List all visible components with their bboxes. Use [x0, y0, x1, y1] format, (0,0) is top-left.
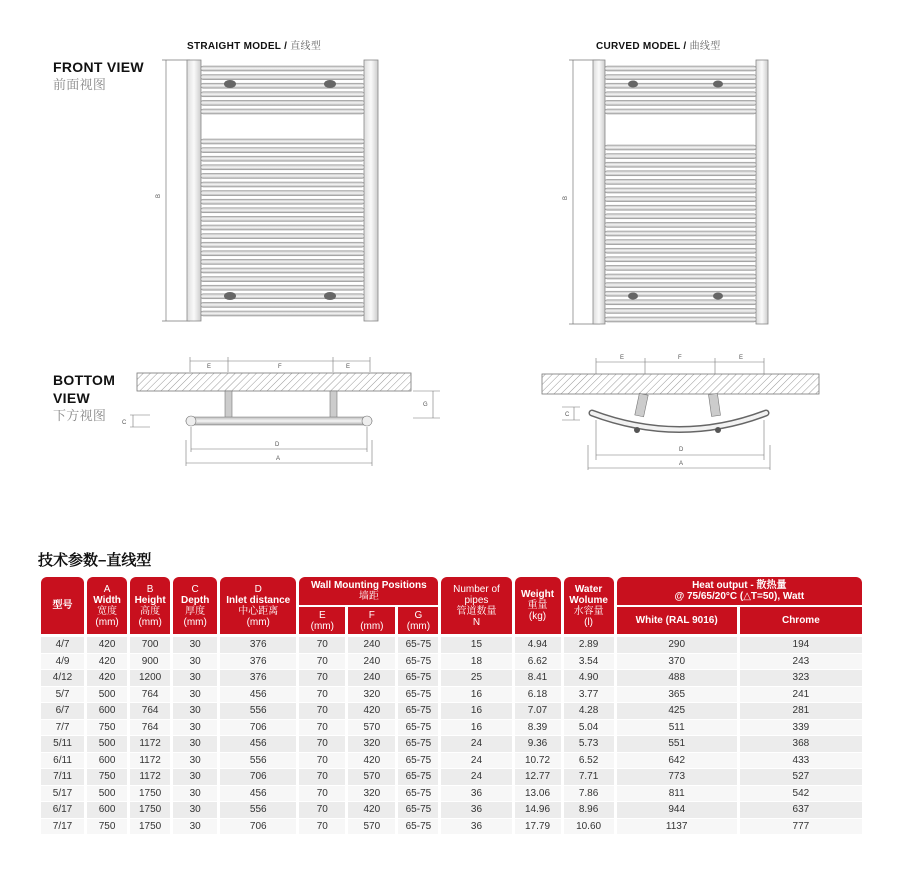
radiator-bar [201, 302, 364, 307]
table-cell: 376 [220, 654, 296, 671]
table-cell: 70 [299, 802, 345, 819]
table-cell: 4/9 [41, 654, 84, 671]
radiator-bar [201, 139, 364, 144]
table-row [41, 703, 862, 720]
radiator-bar [605, 308, 756, 313]
radiator-bar [605, 205, 756, 210]
dim-e-left-straight: E [207, 364, 212, 370]
table-cell: 4.28 [564, 703, 614, 720]
radiator-bar [201, 277, 364, 282]
table-cell: 65-75 [398, 703, 438, 720]
table-cell: 642 [617, 753, 737, 770]
table-cell: 5/7 [41, 687, 84, 704]
table-cell: 7.71 [564, 769, 614, 786]
table-cell: 243 [740, 654, 862, 671]
dim-b-label-curved: B [563, 195, 569, 200]
table-cell: 750 [87, 769, 127, 786]
table-cell: 420 [348, 703, 395, 720]
table-cell: 70 [299, 753, 345, 770]
table-cell: 30 [173, 634, 217, 654]
table-cell: 30 [173, 769, 217, 786]
table-cell: 240 [348, 654, 395, 671]
radiator-bar [201, 259, 364, 264]
radiator-bar [605, 248, 756, 253]
header-weight: Weight 重量 (kg) [515, 577, 561, 634]
table-cell: 556 [220, 802, 296, 819]
radiator-bar [605, 283, 756, 288]
table-cell: 570 [348, 720, 395, 737]
table-row [41, 786, 862, 803]
table-cell: 70 [299, 720, 345, 737]
header-wall-mounting: Wall Mounting Positions 墙距 [299, 577, 438, 605]
dim-e-left-curved: E [620, 355, 625, 361]
table-cell: 323 [740, 670, 862, 687]
header-inlet-distance: D Inlet distance 中心距离 (mm) [220, 577, 296, 634]
table-cell: 70 [299, 769, 345, 786]
radiator-bar [605, 291, 756, 296]
curved-bottom-view [542, 355, 819, 470]
radiator-bar [605, 162, 756, 167]
table-cell: 944 [617, 802, 737, 819]
radiator-bar [605, 274, 756, 279]
table-cell: 1137 [617, 819, 737, 836]
radiator-bar [201, 225, 364, 230]
curved-bars [605, 66, 756, 322]
radiator-bar [201, 199, 364, 204]
table-cell: 600 [87, 703, 127, 720]
table-cell: 500 [87, 786, 127, 803]
table-row [41, 720, 862, 737]
table-cell: 320 [348, 687, 395, 704]
table-cell: 6/7 [41, 703, 84, 720]
table-cell: 637 [740, 802, 862, 819]
dim-c-curved: C [565, 412, 570, 418]
header-model: 型号 [41, 577, 84, 634]
table-cell: 240 [348, 670, 395, 687]
table-cell: 194 [740, 634, 862, 654]
table-cell: 9.36 [515, 736, 561, 753]
table-row [41, 670, 862, 687]
table-cell: 811 [617, 786, 737, 803]
table-cell: 1172 [130, 769, 170, 786]
radiator-bar [605, 100, 756, 105]
table-row [41, 687, 862, 704]
table-cell: 456 [220, 736, 296, 753]
table-cell: 10.60 [564, 819, 614, 836]
radiator-bar [201, 311, 364, 316]
table-cell: 376 [220, 634, 296, 654]
header-width: A Width 宽度 (mm) [87, 577, 127, 634]
table-cell: 30 [173, 703, 217, 720]
table-cell: 8.96 [564, 802, 614, 819]
table-cell: 30 [173, 654, 217, 671]
table-cell: 425 [617, 703, 737, 720]
table-cell: 420 [87, 634, 127, 654]
radiator-bar [605, 92, 756, 97]
table-cell: 420 [348, 802, 395, 819]
table-cell: 281 [740, 703, 862, 720]
table-cell: 13.06 [515, 786, 561, 803]
table-cell: 1200 [130, 670, 170, 687]
table-cell: 7.86 [564, 786, 614, 803]
straight-front-view [156, 60, 378, 321]
table-cell: 420 [87, 670, 127, 687]
curved-front-view [563, 60, 768, 324]
table-cell: 8.39 [515, 720, 561, 737]
table-cell: 30 [173, 802, 217, 819]
table-cell: 4/12 [41, 670, 84, 687]
radiator-bar [201, 242, 364, 247]
table-cell: 25 [441, 670, 511, 687]
header-pipes: Number of pipes 管道数量 N [441, 577, 511, 634]
table-cell: 65-75 [398, 753, 438, 770]
header-chrome: Chrome [740, 605, 862, 634]
table-cell: 706 [220, 769, 296, 786]
table-cell: 773 [617, 769, 737, 786]
table-cell: 527 [740, 769, 862, 786]
table-cell: 30 [173, 736, 217, 753]
table-cell: 65-75 [398, 634, 438, 654]
dim-e-right-curved: E [739, 355, 744, 361]
front-view-label: FRONT VIEW 前面视图 [53, 59, 144, 92]
table-cell: 65-75 [398, 802, 438, 819]
table-cell: 70 [299, 654, 345, 671]
table-cell: 542 [740, 786, 862, 803]
dim-d-straight: D [275, 442, 280, 448]
header-f: F (mm) [348, 605, 395, 634]
table-cell: 420 [348, 753, 395, 770]
dim-e-right-straight: E [346, 364, 351, 370]
table-cell: 65-75 [398, 786, 438, 803]
radiator-bar [201, 268, 364, 273]
radiator-bar [201, 208, 364, 213]
radiator-bar [605, 231, 756, 236]
table-cell: 600 [87, 753, 127, 770]
table-cell: 1172 [130, 736, 170, 753]
table-cell: 900 [130, 654, 170, 671]
radiator-bar [605, 66, 756, 71]
table-cell: 320 [348, 786, 395, 803]
table-cell: 700 [130, 634, 170, 654]
table-cell: 70 [299, 736, 345, 753]
table-cell: 4.90 [564, 670, 614, 687]
table-cell: 5/17 [41, 786, 84, 803]
table-cell: 376 [220, 670, 296, 687]
table-cell: 30 [173, 720, 217, 737]
table-cell: 70 [299, 687, 345, 704]
table-cell: 3.54 [564, 654, 614, 671]
radiator-bar [201, 173, 364, 178]
radiator-bar [605, 83, 756, 88]
dim-a-curved: A [679, 461, 684, 467]
table-cell: 7/7 [41, 720, 84, 737]
bottom-view-label: BOTTOM VIEW 下方视图 [53, 372, 116, 423]
table-cell: 30 [173, 670, 217, 687]
table-cell: 70 [299, 670, 345, 687]
table-cell: 24 [441, 753, 511, 770]
radiator-bar [605, 240, 756, 245]
table-cell: 420 [87, 654, 127, 671]
table-cell: 16 [441, 703, 511, 720]
table-cell: 777 [740, 819, 862, 836]
table-cell: 433 [740, 753, 862, 770]
table-cell: 65-75 [398, 720, 438, 737]
table-cell: 706 [220, 720, 296, 737]
table-cell: 65-75 [398, 670, 438, 687]
radiator-bar [605, 171, 756, 176]
radiator-bar [201, 75, 364, 80]
table-cell: 370 [617, 654, 737, 671]
radiator-bar [201, 182, 364, 187]
table-cell: 65-75 [398, 736, 438, 753]
table-cell: 5/11 [41, 736, 84, 753]
table-cell: 36 [441, 819, 511, 836]
table-cell: 2.89 [564, 634, 614, 654]
table-cell: 570 [348, 769, 395, 786]
table-cell: 600 [87, 802, 127, 819]
table-row [41, 753, 862, 770]
table-cell: 65-75 [398, 654, 438, 671]
curved-model-title: CURVED MODEL / 曲线型 [596, 41, 721, 52]
radiator-bar [201, 285, 364, 290]
table-cell: 14.96 [515, 802, 561, 819]
table-cell: 6.52 [564, 753, 614, 770]
table-cell: 368 [740, 736, 862, 753]
table-cell: 241 [740, 687, 862, 704]
radiator-bar [201, 66, 364, 71]
radiator-bar [605, 197, 756, 202]
table-cell: 70 [299, 819, 345, 836]
radiator-bar [605, 188, 756, 193]
table-cell: 750 [87, 720, 127, 737]
straight-bottom-view [122, 357, 440, 466]
radiator-bar [201, 216, 364, 221]
straight-model-title: STRAIGHT MODEL / 直线型 [187, 41, 322, 52]
radiator-bar [201, 251, 364, 256]
radiator-bar [201, 109, 364, 114]
table-cell: 7.07 [515, 703, 561, 720]
radiator-bar [605, 154, 756, 159]
table-cell: 4.94 [515, 634, 561, 654]
table-cell: 551 [617, 736, 737, 753]
dim-d-curved: D [679, 447, 684, 453]
table-cell: 750 [87, 819, 127, 836]
radiator-bar [605, 145, 756, 150]
table-cell: 6.18 [515, 687, 561, 704]
table-cell: 456 [220, 687, 296, 704]
table-cell: 706 [220, 819, 296, 836]
table-cell: 500 [87, 736, 127, 753]
radiator-bar [201, 92, 364, 97]
table-cell: 16 [441, 720, 511, 737]
table-cell: 764 [130, 703, 170, 720]
table-cell: 3.77 [564, 687, 614, 704]
table-cell: 6/17 [41, 802, 84, 819]
table-cell: 16 [441, 687, 511, 704]
table-title: 技术参数–直线型 [38, 552, 152, 569]
table-row [41, 802, 862, 819]
table-cell: 12.77 [515, 769, 561, 786]
table-cell: 70 [299, 634, 345, 654]
table-cell: 556 [220, 703, 296, 720]
header-height: B Height 高度 (mm) [130, 577, 170, 634]
table-row [41, 769, 862, 786]
table-cell: 764 [130, 687, 170, 704]
table-cell: 17.79 [515, 819, 561, 836]
table-row [41, 654, 862, 671]
dim-c-straight: C [122, 420, 127, 426]
table-cell: 70 [299, 786, 345, 803]
table-cell: 18 [441, 654, 511, 671]
table-cell: 339 [740, 720, 862, 737]
dim-f-curved: F [678, 355, 682, 361]
radiator-bar [605, 222, 756, 227]
table-cell: 30 [173, 753, 217, 770]
table-cell: 36 [441, 802, 511, 819]
table-cell: 1750 [130, 819, 170, 836]
table-cell: 8.41 [515, 670, 561, 687]
table-cell: 556 [220, 753, 296, 770]
radiator-bar [201, 156, 364, 161]
table-cell: 6.62 [515, 654, 561, 671]
straight-bars [201, 66, 364, 316]
header-water-volume: Water Wolume 水容量 (l) [564, 577, 614, 634]
spec-table [38, 577, 865, 835]
table-cell: 24 [441, 736, 511, 753]
table-cell: 65-75 [398, 769, 438, 786]
radiator-bar [605, 317, 756, 322]
table-row [41, 736, 862, 753]
table-cell: 30 [173, 786, 217, 803]
dim-b-label-straight: B [156, 193, 162, 198]
table-cell: 65-75 [398, 819, 438, 836]
table-cell: 1750 [130, 802, 170, 819]
radiator-bar [201, 100, 364, 105]
header-depth: C Depth 厚度 (mm) [173, 577, 217, 634]
table-cell: 15 [441, 634, 511, 654]
table-cell: 570 [348, 819, 395, 836]
header-g: G (mm) [398, 605, 438, 634]
radiator-bar [201, 165, 364, 170]
radiator-bar [605, 257, 756, 262]
table-cell: 7/17 [41, 819, 84, 836]
table-cell: 7/11 [41, 769, 84, 786]
table-cell: 30 [173, 687, 217, 704]
dim-g-straight: G [423, 402, 428, 408]
spec-table-body [41, 634, 862, 835]
radiator-bar [201, 148, 364, 153]
table-cell: 65-75 [398, 687, 438, 704]
header-e: E (mm) [299, 605, 345, 634]
table-cell: 10.72 [515, 753, 561, 770]
table-row [41, 819, 862, 836]
table-cell: 5.04 [564, 720, 614, 737]
table-cell: 290 [617, 634, 737, 654]
header-heat-output: Heat output - 散热量 @ 75/65/20°C (△T=50), Watt [617, 577, 862, 605]
table-cell: 240 [348, 634, 395, 654]
table-cell: 24 [441, 769, 511, 786]
dim-a-straight: A [276, 456, 281, 462]
radiator-bar [201, 191, 364, 196]
radiator-bar [605, 109, 756, 114]
table-cell: 500 [87, 687, 127, 704]
table-cell: 1172 [130, 753, 170, 770]
table-cell: 488 [617, 670, 737, 687]
radiator-bar [605, 265, 756, 270]
table-cell: 4/7 [41, 634, 84, 654]
radiator-bar [605, 75, 756, 80]
header-white: White (RAL 9016) [617, 605, 737, 634]
table-cell: 456 [220, 786, 296, 803]
table-cell: 6/11 [41, 753, 84, 770]
table-cell: 511 [617, 720, 737, 737]
radiator-bar [605, 179, 756, 184]
radiator-bar [605, 214, 756, 219]
table-cell: 36 [441, 786, 511, 803]
table-row [41, 634, 862, 654]
table-cell: 5.73 [564, 736, 614, 753]
table-cell: 320 [348, 736, 395, 753]
dim-f-straight: F [278, 364, 282, 370]
radiator-bar [605, 300, 756, 305]
table-cell: 365 [617, 687, 737, 704]
table-cell: 1750 [130, 786, 170, 803]
radiator-bar [201, 234, 364, 239]
table-cell: 764 [130, 720, 170, 737]
table-cell: 70 [299, 703, 345, 720]
table-cell: 30 [173, 819, 217, 836]
